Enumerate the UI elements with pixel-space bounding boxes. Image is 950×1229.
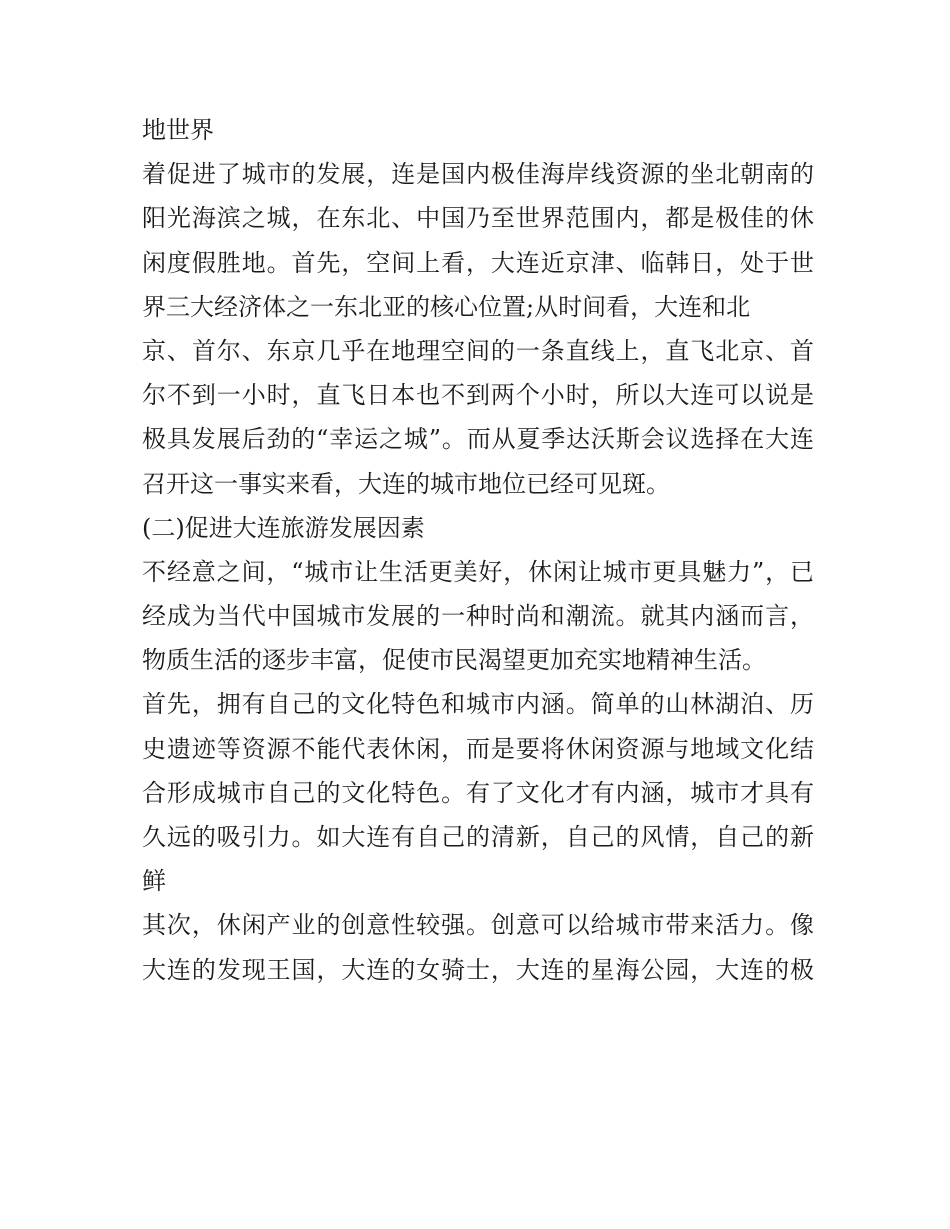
text-line: 史遗迹等资源不能代表休闲，而是要将休闲资源与地域文化结: [142, 734, 814, 763]
text-line: 首先，拥有自己的文化特色和城市内涵。简单的山林湖泊、历: [142, 690, 814, 719]
text-line: 久远的吸引力。如大连有自己的清新，自己的风情，自己的新: [142, 823, 814, 851]
text-line: 鲜: [142, 867, 166, 896]
text-line: 经成为当代中国城市发展的一种时尚和潮流。就其内涵而言，: [142, 602, 814, 631]
text-line: 地世界: [142, 116, 214, 144]
text-line: 合形成城市自己的文化特色。有了文化才有内涵，城市才具有: [142, 778, 814, 807]
text-line: 其次，休闲产业的创意性较强。创意可以给城市带来活力。像: [142, 911, 814, 940]
text-line: 界三大经济体之一东北亚的核心位置;从时间看，大连和北: [142, 292, 751, 321]
text-line: 不经意之间，“城市让生活更美好，休闲让城市更具魅力”，已: [142, 557, 814, 586]
text-line: 极具发展后劲的“幸运之城”。而从夏季达沃斯会议选择在大连: [142, 425, 814, 454]
text-line: 尔不到一小时，直飞日本也不到两个小时，所以大连可以说是: [142, 381, 814, 410]
text-line: 物质生活的逐步丰富，促使市民渴望更加充实地精神生活。: [142, 646, 766, 675]
text-line: (二)促进大连旅游发展因素: [142, 513, 425, 542]
text-line: 大连的发现王国，大连的女骑士，大连的星海公园，大连的极: [142, 955, 814, 984]
text-line: 着促进了城市的发展，连是国内极佳海岸线资源的坐北朝南的: [142, 160, 814, 189]
text-line: 闲度假胜地。首先，空间上看，大连近京津、临韩日，处于世: [142, 248, 814, 277]
text-line: 阳光海滨之城，在东北、中国乃至世界范围内，都是极佳的休: [142, 204, 814, 233]
body-text: [142, 108, 814, 992]
text-line: 京、首尔、东京几乎在地理空间的一条直线上，直飞北京、首: [142, 336, 814, 365]
text-line: 召开这一事实来看，大连的城市地位已经可见斑。: [142, 469, 670, 498]
